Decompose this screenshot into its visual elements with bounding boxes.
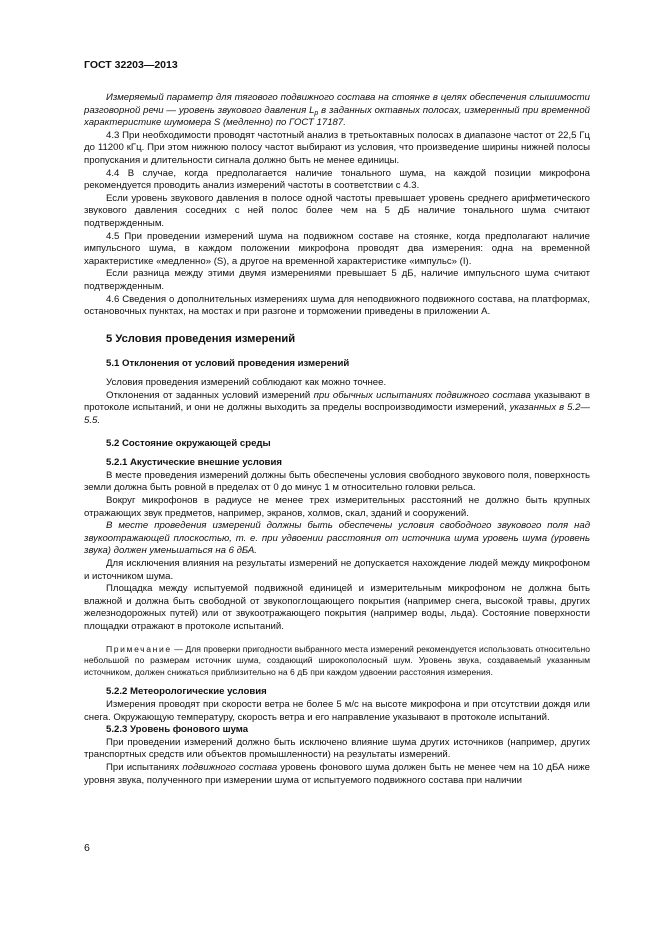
paragraph-4-4b: Если уровень звукового давления в полосе одной частоты превышает уровень среднего арифметического звукового давления соседних с ней полос более чем на 5 дБ наличие тонального шума считают подтвержденным.	[84, 192, 590, 229]
page-number: 6	[84, 842, 90, 854]
paragraph-5-2-1b: Вокруг микрофонов в радиусе не менее трех измерительных расстояний не должно быть крупных отражающих звук предметов, например, экранов, холмов, скал, зданий и сооружений.	[84, 495, 590, 519]
section-5-1-heading: 5.1 Отклонения от условий проведения измерений	[106, 357, 350, 369]
paragraph-4-6: 4.6 Сведения о дополнительных измерениях шума для неподвижного подвижного состава, на платформах, остановочных пунктах, на мостах и при разгоне и торможении приведены в приложении А.	[84, 293, 590, 318]
section-5-2-heading: 5.2 Состояние окружающей среды	[106, 437, 271, 449]
paragraph-4-4: 4.4 В случае, когда предполагается наличие тонального шума, на каждой позиции микрофона рекомендуется проводить анализ измерений частоты в соответствии с 4.3.	[84, 167, 590, 192]
section-5-2-3-heading: 5.2.3 Уровень фонового шума	[106, 724, 249, 736]
note: Примечание — Для проверки пригодности выбранного места измерений рекомендуется использовать относительно небольшой по размерам источник шума, создающий широкополосный шум. Уровень звука, создаваемый указанным источником, должен снижаться приблизительно на 6 дБ при каждом удвоении расстояния измерения.	[84, 643, 590, 677]
paragraph-4-5: 4.5 При проведении измерений шума на подвижном составе на стоянке, когда предполагают наличие импульсного шума, в каждом положении микрофона проводят два измерения: одна на временной характеристике «медленно» (S), а другое на временной характеристике «импульс» (I).	[84, 230, 590, 267]
paragraph-5-2-2: Измерения проводят при скорости ветра не более 5 м/с на высоте микрофона и при отсутствии дождя или снега. Окружающую температуру, скорость ветра и его направление указывают в протоколе испытаний.	[84, 698, 590, 723]
paragraph-4-3: 4.3 При необходимости проводят частотный анализ в третьоктавных полосах в диапазоне частот от 22,5 Гц до 11200 кГц. При этом нижнюю полосу частот выбирают из условия, что произведение ширины нижней полосы пропускания и длительности сигнала должно быть не менее единицы.	[84, 129, 590, 166]
paragraph-5-1b: Отклонения от заданных условий измерений при обычных испытаниях подвижного состава указывают в протоколе испытаний, и они не должны выходить за пределы воспроизводимости измерений, указанных в 5.2—5.5.	[84, 389, 590, 427]
section-5-heading: 5 Условия проведения измерений	[106, 332, 296, 345]
paragraph-5-2-1d: Для исключения влияния на результаты измерений не допускается нахождение людей между микрофоном и источником шума.	[84, 558, 590, 582]
paragraph-5-2-1c: В месте проведения измерений должны быть обеспечены условия свободного звукового поля над звукоотражающей плоскостью, т. е. при удвоении расстояния от источника шума уровень шума (уровень звука) должен уменьшаться на 6 дБА.	[84, 520, 590, 557]
section-5-2-1-heading: 5.2.1 Акустические внешние условия	[106, 457, 282, 469]
paragraph-4-5b: Если разница между этими двумя измерениями превышает 5 дБ, наличие импульсного шума считают подтвержденным.	[84, 268, 590, 292]
paragraph-5-2-3a: При проведении измерений должно быть исключено влияние шума других источников (например, других транспортных средств или объектов промышленности) на результаты измерений.	[84, 736, 590, 761]
paragraph-5-1a: Условия проведения измерений соблюдают как можно точнее.	[106, 377, 387, 389]
paragraph-5-2-1e: Площадка между испытуемой подвижной единицей и измерительным микрофоном не должна быть влажной и должна быть свободной от звукопоглощающего покрытия (например снега, высокой травы, других железнодорожных путей) или от звукоотражающего покрытия (например воды, льда). Состояние поверхности площадки отражают в протоколе испытаний.	[84, 583, 590, 632]
document-body	[84, 92, 590, 787]
note-label: Примечание	[106, 643, 172, 654]
paragraph-5-2-3b: При испытаниях подвижного состава уровень фонового шума должен быть не менее чем на 10 дБА ниже уровня звука, полученного при измерении шума от испытуемого подвижного состава при наличии	[84, 761, 590, 786]
paragraph-intro: Измеряемый параметр для тягового подвижного состава на стоянке в целях обеспечения слышимости разговорной речи — уровень звукового давления $L_p$ в заданных октавных полосах, измеренный при временной характеристике шумомера S (медленно) по ГОСТ 17187.	[84, 92, 590, 129]
paragraph-5-2-1a: В месте проведения измерений должны быть обеспечены условия свободного звукового поля, поверхность земли должна быть ровной в пределах от 0 до минус 1 м относительно головки рельса.	[84, 469, 590, 494]
document-header: ГОСТ 32203—2013	[84, 59, 178, 71]
section-5-2-2-heading: 5.2.2 Метеорологические условия	[106, 686, 267, 698]
